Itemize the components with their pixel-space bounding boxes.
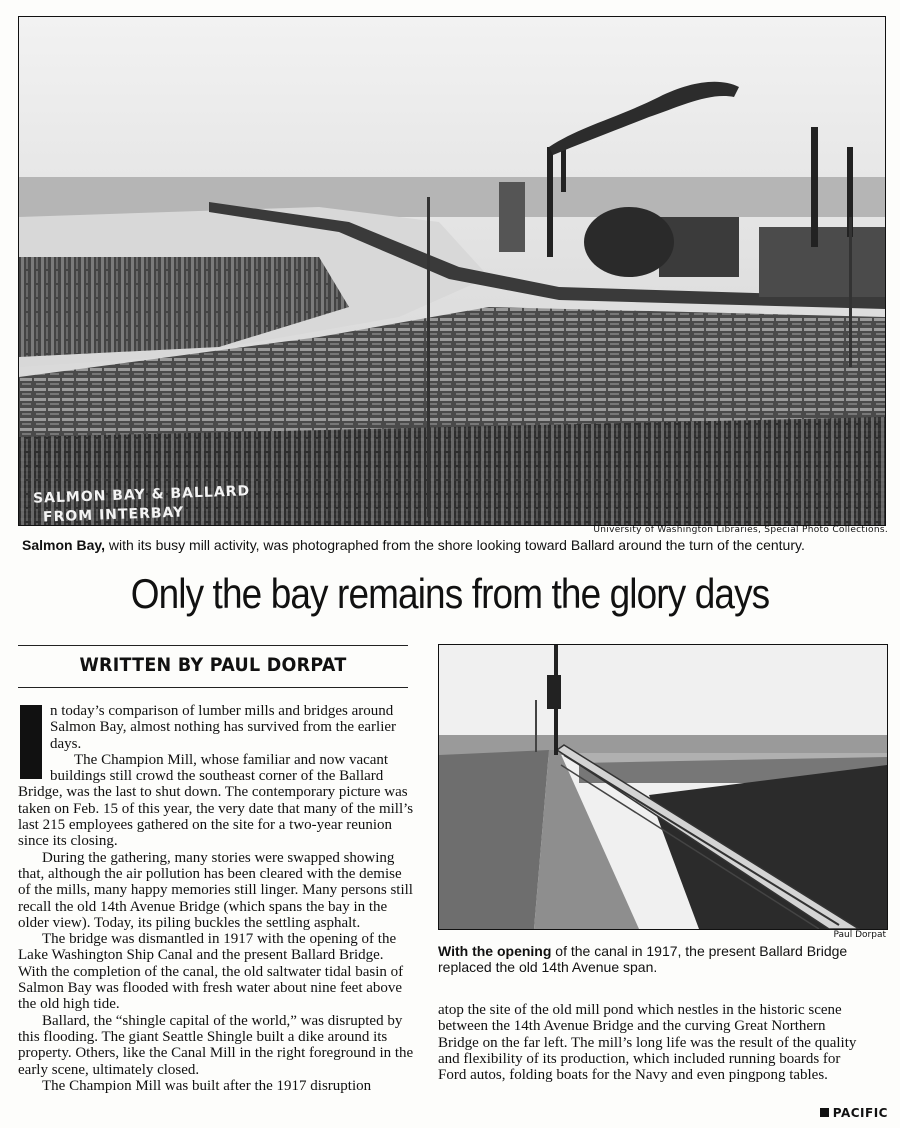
article-paragraph [18, 703, 416, 752]
article-paragraph: The bridge was dismantled in 1917 with the opening of the Lake Washington Ship Canal and the present Ballard Bridge. With the completion of the canal, the old saltwater tidal basin of Salmon Bay was flooded with fresh water about nine feet above the old high tide. [18, 931, 404, 1013]
article-paragraph: The Champion Mill was built after the 1917 disruption [42, 1077, 372, 1094]
article-paragraph: Ballard, the “shingle capital of the world,” was disrupted by this flooding. The giant Seattle Shingle built a dike around its property. Others, like the Canal Mill in the right foreground in the early scene, ultimately closed. [18, 1012, 414, 1078]
photo-handwritten-caption-line2: FROM INTERBAY [42, 504, 185, 526]
byline: WRITTEN BY PAUL DORPAT [79, 654, 347, 676]
contemporary-photo-caption-lead: With the opening [438, 943, 552, 959]
contemporary-photo-credit: Paul Dorpat [833, 930, 886, 940]
paragraph-text: n today’s comparison of lumber mills and bridges around Salmon Bay, almost nothing has survived from the earlier days. [50, 703, 397, 752]
historic-photo-caption-text: with its busy mill activity, was photographed from the shore looking toward Ballard around the turn of the century. [105, 537, 805, 553]
drop-cap-i [20, 705, 42, 779]
article-paragraph: During the gathering, many stories were swapped showing that, although the air pollution has been cleared with the demise of the mills, many happy memories still linger. Many persons still recall the old 14th Avenue Bridge (which spans the bay in the older view). Today, its piling buckles the settling asphalt. [18, 849, 413, 931]
contemporary-photo-caption-text: of the canal in 1917, the present Ballard Bridge replaced the old 14th Avenue span. [438, 943, 848, 975]
contemporary-photo-caption [438, 943, 890, 975]
contemporary-photo-illustration [439, 645, 887, 929]
section-tag [820, 1106, 888, 1120]
article-paragraph: The Champion Mill, whose familiar and now vacant buildings still crowd the southeast corner of the Ballard Bridge, was the last to shut down. The contemporary picture was taken on Feb. 15 of this year, the very date that many of the mill’s last 215 employees gathered on the site for a two-year reunion since its closing. [18, 751, 414, 850]
article-body-right-column [438, 1002, 858, 1083]
historic-photo-caption-lead: Salmon Bay, [22, 537, 105, 553]
historic-photo [18, 16, 886, 526]
square-bullet-icon [820, 1108, 829, 1117]
byline-rule-bottom [18, 687, 408, 688]
article-body-left-column [18, 703, 416, 1094]
article-paragraph: atop the site of the old mill pond which nestles in the historic scene between the 14th Avenue Bridge and the curving Great Northern Bridge on the far left. The mill’s long life was the result of the quality and flexibility of its production, which included running boards for Ford autos, folding boats for the Navy and even pingpong tables. [438, 1002, 857, 1084]
historic-photo-illustration [19, 17, 885, 525]
historic-photo-caption [22, 537, 888, 553]
section-tag-label: PACIFIC [832, 1106, 888, 1120]
contemporary-photo [438, 644, 888, 930]
photo-handwritten-caption-line1: SALMON BAY & BALLARD [32, 483, 251, 507]
historic-photo-credit: University of Washington Libraries, Special Photo Collections. [593, 525, 888, 535]
byline-rule-top [18, 645, 408, 646]
headline: Only the bay remains from the glory days [130, 570, 770, 617]
